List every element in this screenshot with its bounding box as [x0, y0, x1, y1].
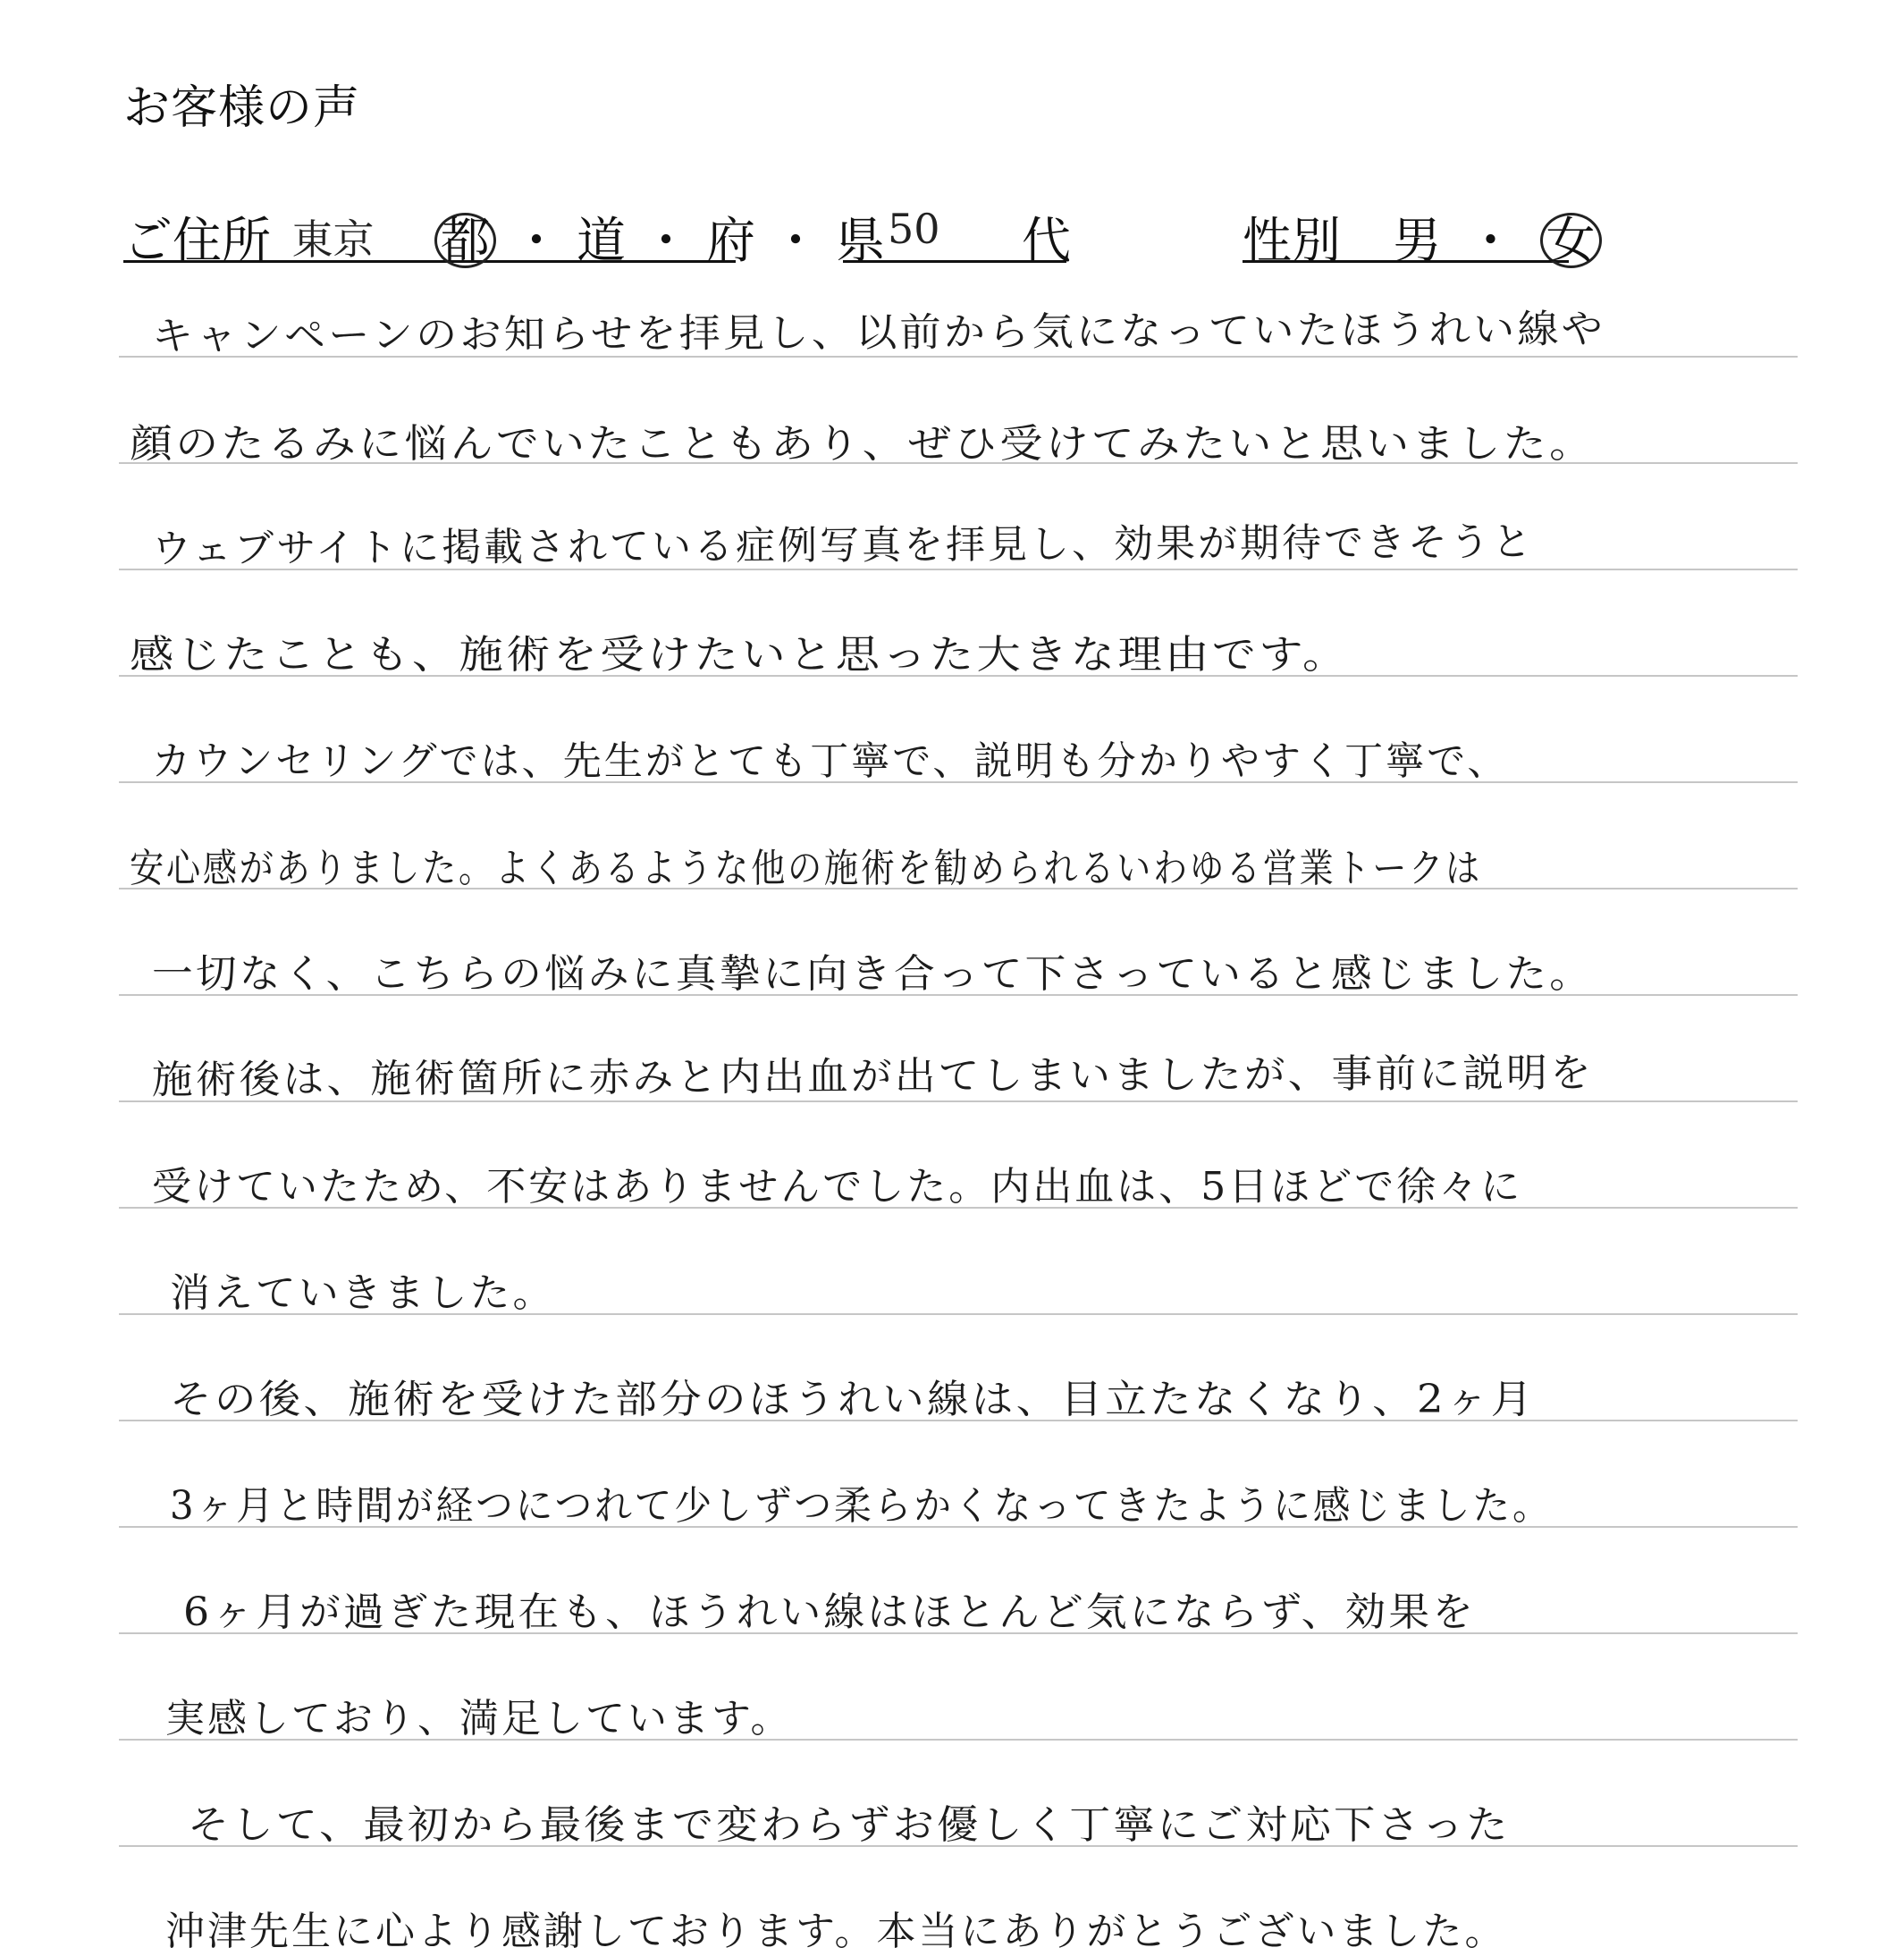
handwritten-line: ウェブサイトに掲載されている症例写真を拝見し、効果が期待できそうと — [151, 519, 1535, 572]
prefecture-option-ken: 県 — [835, 212, 885, 269]
handwritten-line: 消えていきました。 — [170, 1270, 556, 1316]
address-value: 東京 — [291, 215, 375, 264]
handwritten-line: 実感しており、満足しています。 — [165, 1696, 793, 1741]
age-field — [843, 201, 1072, 269]
address-label: ご住所 — [123, 212, 272, 269]
form-header-row — [0, 201, 1904, 269]
gender-option-female: 女 — [1540, 213, 1602, 268]
handwritten-line: 安心感がありました。よくあるような他の施術を勧められるいわゆる営業トークは — [130, 846, 1482, 891]
handwritten-line: 一切なく、こちらの悩みに真摯に向き合って下さっていると感じました。 — [152, 951, 1594, 997]
age-label: 代 — [1022, 212, 1072, 269]
prefecture-option-do: 道 — [576, 212, 626, 269]
handwritten-line: 沖津先生に心より感謝しております。本当にありがとうございました。 — [165, 1909, 1507, 1954]
handwritten-line: 3ヶ月と時間が経つにつれて少しずつ柔らかくなってきたように感じました。 — [170, 1483, 1553, 1529]
handwritten-line: 施術後は、施術箇所に赤みと内出血が出てしまいましたが、事前に説明を — [151, 1050, 1595, 1103]
handwritten-line: 感じたことも、施術を受けたいと思った大きな理由です。 — [130, 632, 1350, 678]
handwritten-line: その後、施術を受けた部分のほうれい線は、目立たなくなり、2ヶ月 — [170, 1377, 1536, 1422]
handwritten-line: 6ヶ月が過ぎた現在も、ほうれい線はほとんど気にならず、効果を — [183, 1589, 1477, 1635]
handwritten-line: そして、最初から最後まで変わらずお優しく丁寧にご対応下さった — [188, 1802, 1511, 1848]
gender-label: 性別 — [1243, 212, 1342, 269]
prefecture-option-to: 都 — [434, 213, 496, 268]
prefecture-separator: ・ — [511, 212, 561, 269]
gender-option-male: 男 — [1392, 212, 1442, 269]
gender-field — [1243, 201, 1596, 269]
prefecture-option-fu: 府 — [705, 212, 755, 269]
gender-separator: ・ — [1466, 212, 1516, 269]
prefecture-separator: ・ — [641, 212, 691, 269]
handwritten-line: 顔のたるみに悩んでいたこともあり、ぜひ受けてみたいと思いました。 — [130, 421, 1596, 467]
page-title: お客様の声 — [123, 81, 361, 135]
handwritten-line: 受けていたため、不安はありませんでした。内出血は、5日ほどで徐々に — [152, 1164, 1523, 1210]
prefecture-separator: ・ — [771, 212, 821, 269]
handwritten-line: キャンペーンのお知らせを拝見し、以前から気になっていたほうれい線や — [151, 306, 1606, 360]
address-field — [123, 201, 885, 269]
handwritten-line: カウンセリングでは、先生がとても丁寧で、説明も分かりやすく丁寧で、 — [152, 738, 1509, 784]
age-value: 50 — [888, 205, 940, 253]
